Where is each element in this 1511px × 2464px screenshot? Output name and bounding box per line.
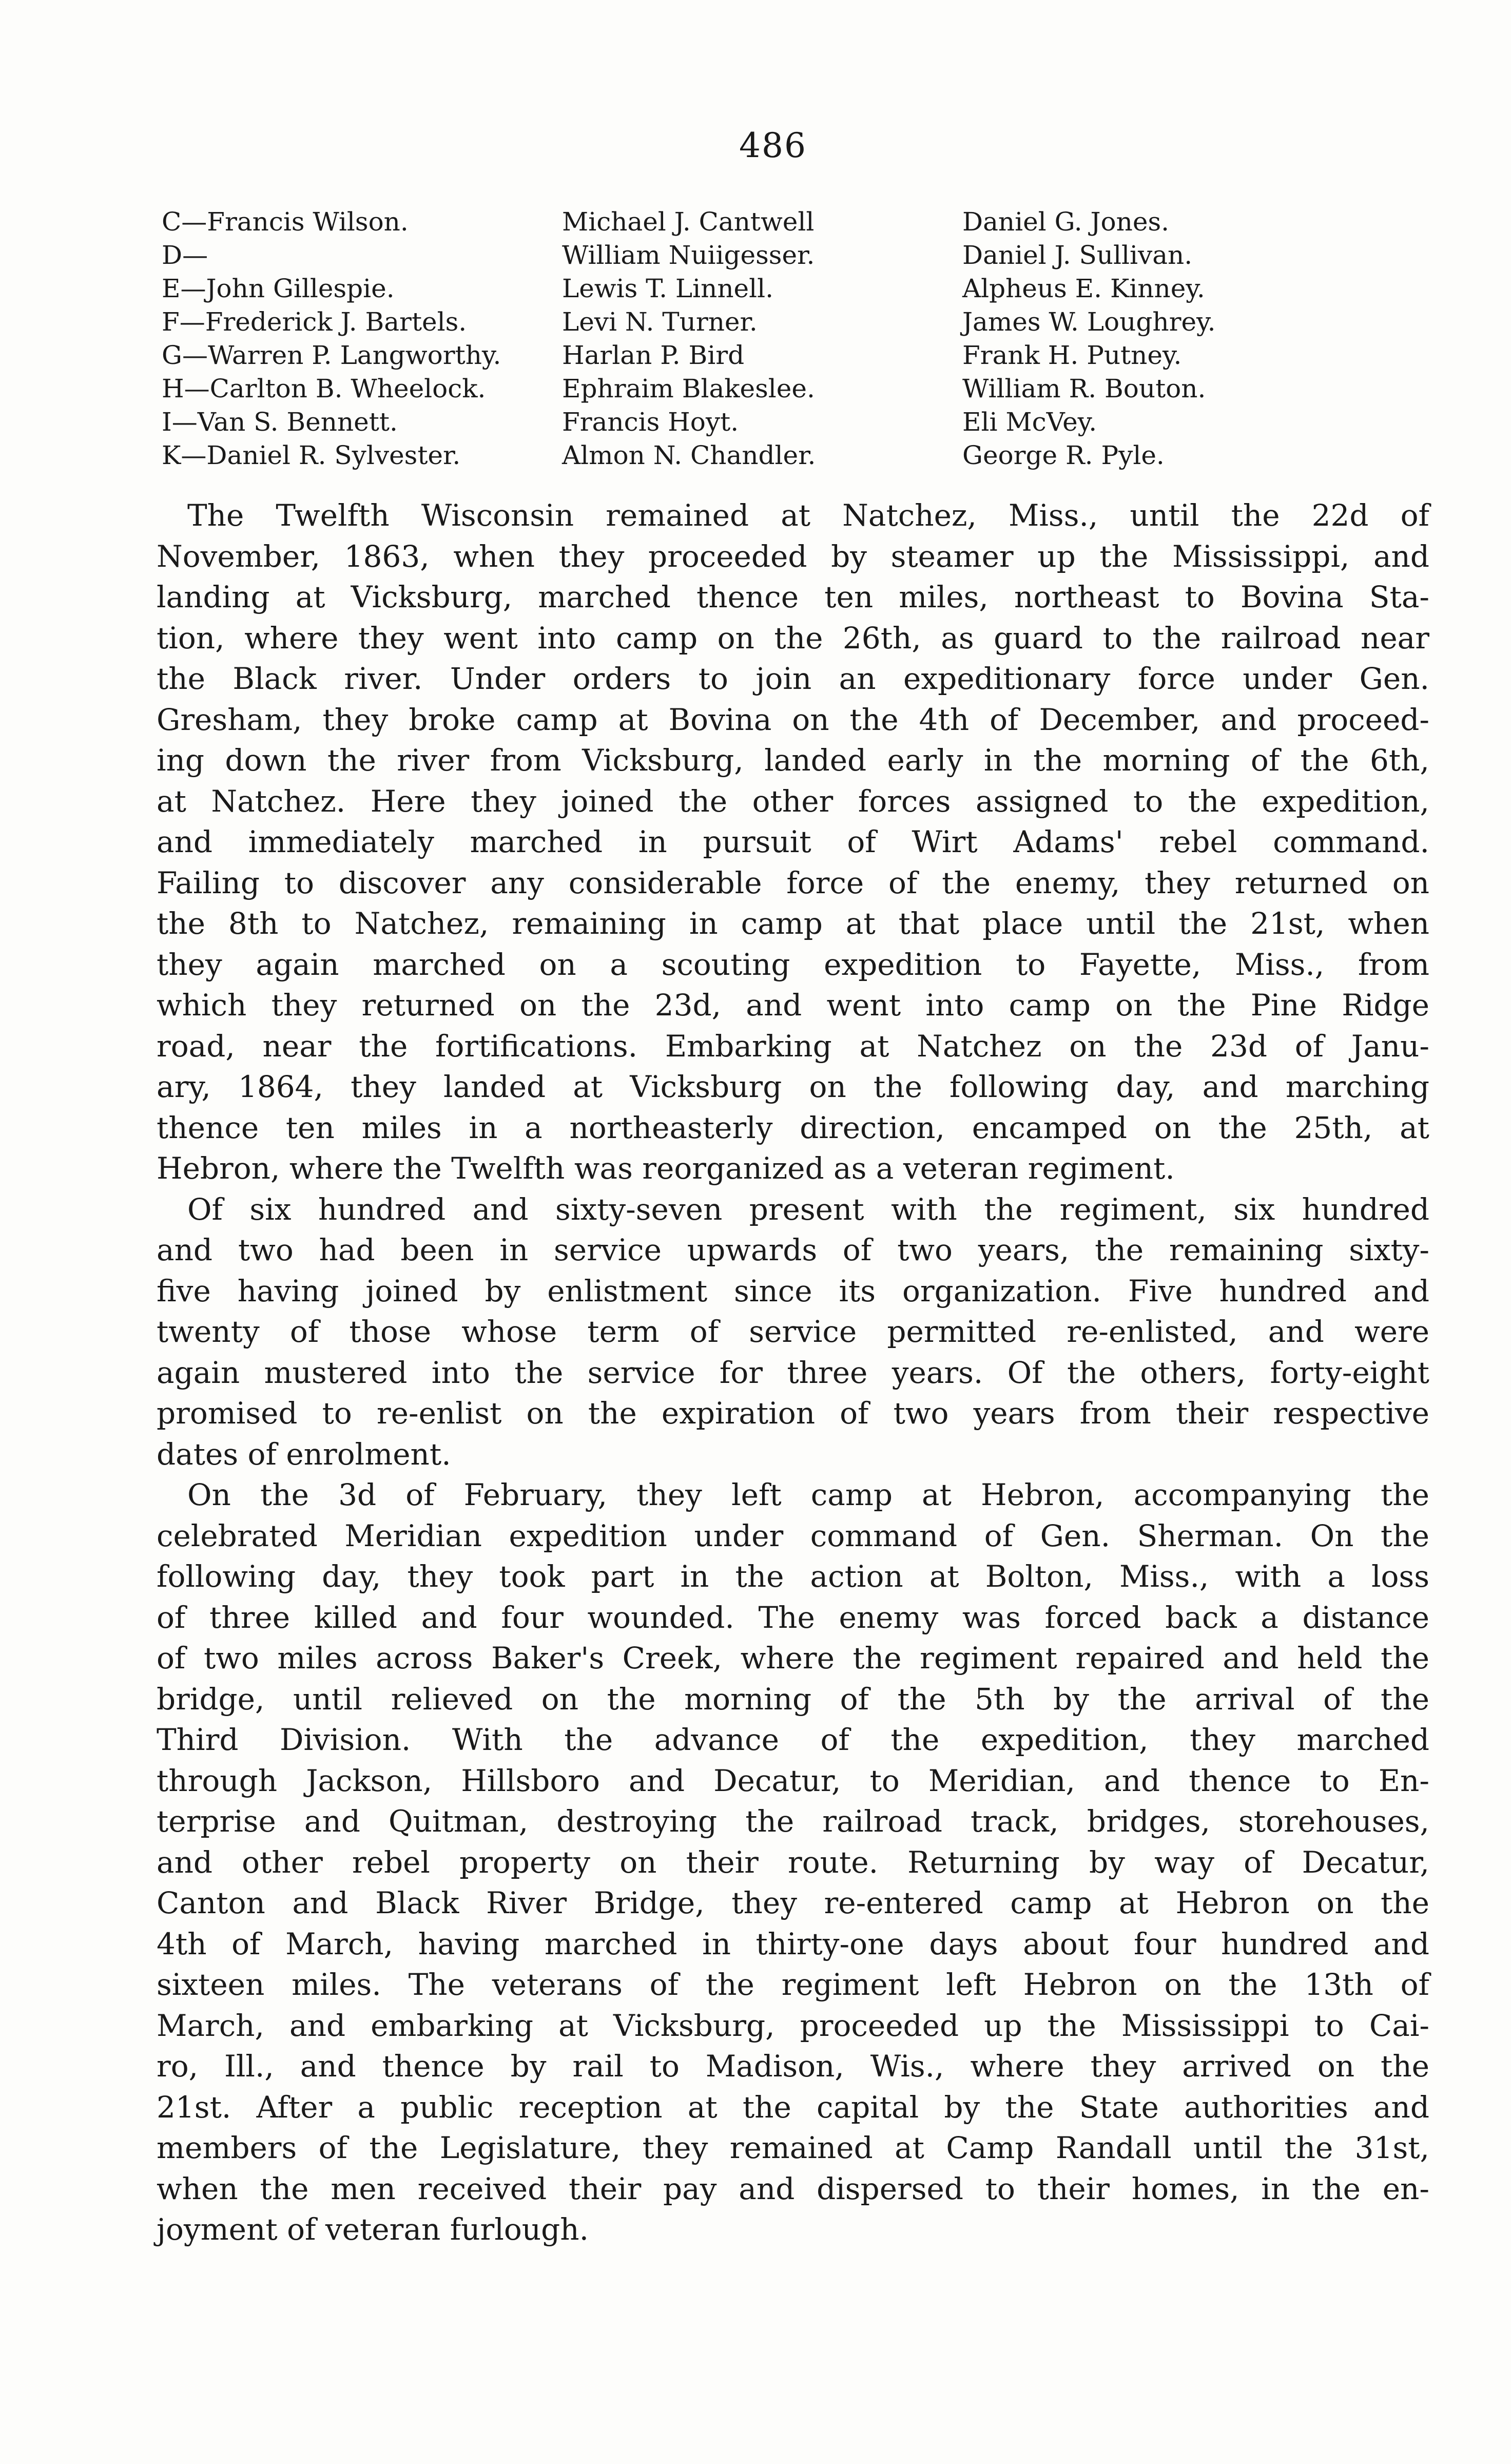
text-line: which they returned on the 23d, and went into camp on the Pine Ridge bbox=[157, 988, 1429, 1023]
roster-cell: E—John Gillespie. bbox=[162, 274, 395, 303]
text-line: promised to re-enlist on the expiration of two years from their respective bbox=[157, 1396, 1429, 1431]
text-line: and other rebel property on their route. Returning by way of Decatur, bbox=[157, 1844, 1429, 1880]
roster-cell: D— bbox=[162, 240, 208, 270]
text-line: Hebron, where the Twelfth was reorganized as a veteran regiment. bbox=[157, 1151, 1175, 1186]
roster-cell: H—Carlton B. Wheelock. bbox=[162, 374, 486, 403]
roster-cell: Francis Hoyt. bbox=[562, 407, 739, 437]
text-line: following day, they took part in the action at Bolton, Miss., with a loss bbox=[157, 1559, 1429, 1594]
text-line: ary, 1864, they landed at Vicksburg on the following day, and marching bbox=[157, 1069, 1429, 1104]
roster-row bbox=[162, 272, 1435, 305]
roster-cell: Harlan P. Bird bbox=[562, 340, 745, 370]
roster-cell: Lewis T. Linnell. bbox=[562, 274, 773, 303]
text-line: they again marched on a scouting expedition to Fayette, Miss., from bbox=[157, 947, 1429, 982]
paragraph bbox=[157, 495, 1429, 1189]
text-line: at Natchez. Here they joined the other forces assigned to the expedition, bbox=[157, 783, 1429, 819]
text-line: On the 3d of February, they left camp at Hebron, accompanying the bbox=[187, 1477, 1429, 1512]
roster-cell: Michael J. Cantwell bbox=[562, 207, 815, 237]
body-text bbox=[157, 495, 1429, 2250]
text-line: and two had been in service upwards of two years, the remaining sixty- bbox=[157, 1233, 1429, 1267]
text-line: terprise and Quitman, destroying the railroad track, bridges, storehouses, bbox=[157, 1804, 1429, 1839]
roster-cell: Levi N. Turner. bbox=[562, 307, 758, 337]
roster-cell: K—Daniel R. Sylvester. bbox=[162, 440, 461, 470]
text-line: five having joined by enlistment since its organization. Five hundred and bbox=[157, 1273, 1429, 1308]
text-line: sixteen miles. The veterans of the regiment left Hebron on the 13th of bbox=[157, 1967, 1429, 2002]
roster-row bbox=[162, 305, 1435, 339]
text-line: Failing to discover any considerable force of the enemy, they returned on bbox=[157, 865, 1429, 900]
text-line: joyment of veteran furlough. bbox=[157, 2212, 589, 2247]
roster-row bbox=[162, 339, 1435, 372]
text-line: 4th of March, having marched in thirty-one days about four hundred and bbox=[157, 1926, 1429, 1961]
roster-cell: Eli McVey. bbox=[962, 407, 1097, 437]
text-line: 21st. After a public reception at the capital by the State authorities and bbox=[157, 2089, 1429, 2125]
roster-cell: Alpheus E. Kinney. bbox=[962, 274, 1205, 303]
text-line: of two miles across Baker's Creek, where the regiment repaired and held the bbox=[157, 1641, 1429, 1676]
text-line: through Jackson, Hillsboro and Decatur, to Meridian, and thence to En- bbox=[157, 1763, 1429, 1798]
roster-row bbox=[162, 406, 1435, 439]
paragraph bbox=[157, 1189, 1429, 1475]
roster-cell: G—Warren P. Langworthy. bbox=[162, 340, 501, 370]
roster-cell: C—Francis Wilson. bbox=[162, 207, 409, 237]
text-line: Canton and Black River Bridge, they re-entered camp at Hebron on the bbox=[157, 1885, 1429, 1920]
roster-row bbox=[162, 439, 1435, 472]
text-line: road, near the fortifications. Embarking at Natchez on the 23d of Janu- bbox=[157, 1028, 1429, 1064]
text-line: Of six hundred and sixty-seven present with the regiment, six hundred bbox=[187, 1191, 1429, 1227]
text-line: and immediately marched in pursuit of Wirt Adams' rebel command. bbox=[157, 824, 1429, 859]
roster-cell: Daniel J. Sullivan. bbox=[962, 240, 1193, 270]
page-number: 486 bbox=[739, 126, 807, 165]
paragraph bbox=[157, 1475, 1429, 2250]
text-line: ing down the river from Vicksburg, landed early in the morning of the 6th, bbox=[157, 743, 1429, 778]
text-line: again mustered into the service for three years. Of the others, forty-eight bbox=[157, 1355, 1429, 1390]
roster-cell: F—Frederick J. Bartels. bbox=[162, 307, 467, 337]
text-line: landing at Vicksburg, marched thence ten miles, northeast to Bovina Sta- bbox=[157, 580, 1429, 614]
text-line: of three killed and four wounded. The enemy was forced back a distance bbox=[157, 1600, 1429, 1635]
roster-cell: Daniel G. Jones. bbox=[962, 207, 1170, 237]
text-line: tion, where they went into camp on the 26th, as guard to the railroad near bbox=[157, 620, 1429, 656]
text-line: ro, Ill., and thence by rail to Madison, Wis., where they arrived on the bbox=[157, 2049, 1429, 2084]
roster-cell: William R. Bouton. bbox=[962, 374, 1206, 403]
roster-row bbox=[162, 239, 1435, 272]
text-line: the 8th to Natchez, remaining in camp at that place until the 21st, when bbox=[157, 906, 1429, 941]
roster-cell: James W. Loughrey. bbox=[962, 307, 1216, 337]
text-line: The Twelfth Wisconsin remained at Natchez, Miss., until the 22d of bbox=[187, 498, 1429, 533]
roster-cell: Frank H. Putney. bbox=[962, 340, 1182, 370]
text-line: the Black river. Under orders to join an expeditionary force under Gen. bbox=[157, 661, 1429, 696]
roster-cell: William Nuiigesser. bbox=[562, 240, 815, 270]
roster-row bbox=[162, 372, 1435, 406]
text-line: when the men received their pay and dispersed to their homes, in the en- bbox=[157, 2171, 1429, 2206]
text-line: members of the Legislature, they remained at Camp Randall until the 31st, bbox=[157, 2130, 1429, 2165]
roster-cell: Almon N. Chandler. bbox=[562, 440, 816, 470]
text-line: November, 1863, when they proceeded by steamer up the Mississippi, and bbox=[157, 538, 1429, 574]
text-line: twenty of those whose term of service permitted re-enlisted, and were bbox=[157, 1314, 1429, 1349]
roster-cell: I—Van S. Bennett. bbox=[162, 407, 398, 437]
text-line: March, and embarking at Vicksburg, proceeded up the Mississippi to Cai- bbox=[157, 2008, 1429, 2043]
text-line: Third Division. With the advance of the expedition, they marched bbox=[157, 1722, 1429, 1757]
roster-cell: Ephraim Blakeslee. bbox=[562, 374, 815, 403]
text-line: dates of enrolment. bbox=[157, 1436, 451, 1472]
roster-row bbox=[162, 205, 1435, 239]
text-line: Gresham, they broke camp at Bovina on the 4th of December, and proceed- bbox=[157, 702, 1429, 737]
text-line: bridge, until relieved on the morning of the 5th by the arrival of the bbox=[157, 1681, 1429, 1717]
roster-cell: George R. Pyle. bbox=[962, 440, 1165, 470]
text-line: thence ten miles in a northeasterly direction, encamped on the 25th, at bbox=[157, 1110, 1429, 1145]
officer-roster bbox=[162, 205, 1435, 472]
text-line: celebrated Meridian expedition under command of Gen. Sherman. On the bbox=[157, 1518, 1429, 1553]
